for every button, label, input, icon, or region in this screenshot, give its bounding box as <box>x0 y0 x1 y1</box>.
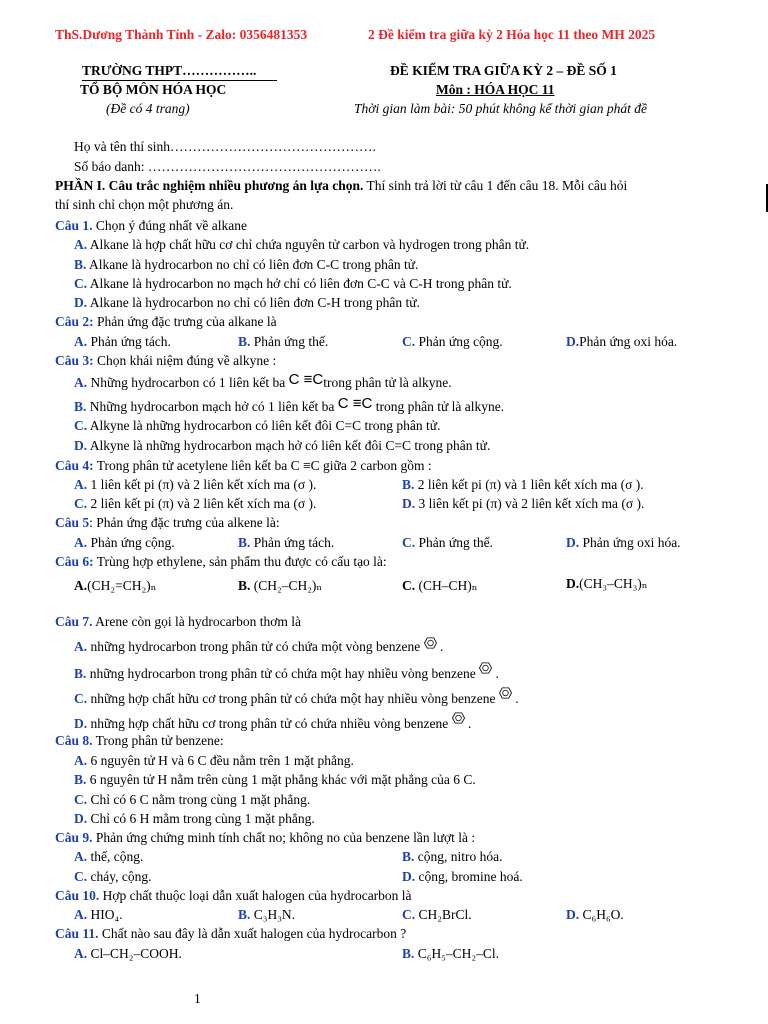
exam-title: ĐỀ KIỂM TRA GIỮA KỲ 2 – ĐỀ SỐ 1 <box>390 63 617 78</box>
q3-option-c: C. Alkyne là những hydrocarbon có liên kết đôi C=C trong phân tử. <box>74 418 441 433</box>
benzene-ring-icon <box>479 662 492 674</box>
triple-bond-symbol: C ≡C <box>288 371 324 388</box>
q5-option-d: D. Phản ứng oxi hóa. <box>566 535 681 550</box>
polymer-formula-b: (CH₂–CH₂)ₙ <box>253 578 323 593</box>
q7-option-a: A. những hydrocarbon trong phân tử có chứa một vòng benzene . <box>74 639 444 654</box>
question-7: Câu 7. Arene còn gọi là hydrocarbon thơm là <box>55 614 301 629</box>
benzene-ring-icon <box>424 637 437 649</box>
q9-option-b: B. cộng, nitro hóa. <box>402 849 503 864</box>
benzene-ring-icon <box>499 687 512 699</box>
polymer-formula-d: (CH₃–CH₃)ₙ <box>579 576 648 591</box>
polymer-formula-c: (CH–CH)ₙ <box>418 578 478 593</box>
q4-option-d: D. 3 liên kết pi (π) và 2 liên kết xích ma (σ ). <box>402 496 645 511</box>
part1-instruction <box>55 178 627 194</box>
q1-option-b: B. Alkane là hydrocarbon no chỉ có liên đơn C-C trong phân tử. <box>74 257 419 272</box>
triple-bond-symbol: C ≡C <box>337 395 373 412</box>
q2-option-d: D.Phản ứng oxi hóa. <box>566 334 678 349</box>
q8-option-d: D. Chỉ có 6 H mằm trong cùng 1 mặt phẳng. <box>74 811 315 826</box>
q3-option-a: A. Những hydrocarbon có 1 liên kết ba C ≡Ctrong phân tử là alkyne. <box>74 371 452 390</box>
page-count: (Đề có 4 trang) <box>106 101 190 116</box>
q7-option-b: B. những hydrocarbon trong phân tử có chứa một hay nhiều vòng benzene . <box>74 662 499 683</box>
q5-option-a: A. Phản ứng cộng. <box>74 535 175 550</box>
dept-name: TỔ BỘ MÔN HÓA HỌC <box>80 82 227 97</box>
q5-option-c: C. Phản ứng thế. <box>402 535 493 550</box>
q6-option-a: A.(CH₂=CH₂)ₙ <box>74 578 157 593</box>
benzene-ring-icon <box>452 712 465 724</box>
q2-option-a: A. Phản ứng tách. <box>74 334 171 349</box>
q3-option-d: D. Alkyne là những hydrocarbon mạch hở có liên kết đôi C=C trong phân tử. <box>74 438 491 453</box>
q10-option-d: D. C₆H₆O. <box>566 907 624 922</box>
q7-option-d: D. những hợp chất hữu cơ trong phân tử có chứa nhiều vòng benzene . <box>74 712 471 733</box>
question-5: Câu 5: Phản ứng đặc trưng của alkene là: <box>55 515 280 530</box>
q5-option-b: B. Phản ứng tách. <box>238 535 335 550</box>
author-line: ThS.Dương Thành Tính - Zalo: 0356481353 <box>55 27 308 42</box>
part1-heading: PHẦN I. Câu trắc nghiệm nhiều phương án lựa chọn. <box>55 178 364 193</box>
exam-time: Thời gian làm bài: 50 phút không kể thời gian phát đề <box>354 101 648 116</box>
page-number: 1 <box>194 991 201 1006</box>
q9-option-c: C. cháy, cộng. <box>74 869 152 884</box>
part1-text: Thí sinh trả lời từ câu 1 đến câu 18. Mỗi câu hỏi <box>363 178 628 193</box>
q2-option-c: C. Phản ứng cộng. <box>402 334 503 349</box>
q4-option-a: A. 1 liên kết pi (π) và 2 liên kết xích ma (σ ). <box>74 477 317 492</box>
question-10: Câu 10. Hợp chất thuộc loại dẫn xuất halogen của hydrocarbon là <box>55 888 412 903</box>
q6-option-c: C. (CH–CH)ₙ <box>402 578 478 593</box>
q9-option-d: D. cộng, bromine hoá. <box>402 869 523 884</box>
q1-option-c: C. Alkane là hydrocarbon no mạch hở chỉ có liên đơn C-C và C-H trong phân tử. <box>74 276 512 291</box>
question-1: Câu 1. Chọn ý đúng nhất về alkane <box>55 218 247 233</box>
q11-option-a: A. Cl–CH₂–COOH. <box>74 946 182 961</box>
student-id-line: Số báo danh: ……………………………………………. <box>74 159 381 174</box>
q1-option-a: A. Alkane là hợp chất hữu cơ chỉ chứa nguyên tử carbon và hydrogen trong phân tử. <box>74 237 530 252</box>
q10-option-c: C. CH₂BrCl. <box>402 907 472 922</box>
polymer-formula-a: (CH₂=CH₂)ₙ <box>87 578 157 593</box>
q4-option-b: B. 2 liên kết pi (π) và 1 liên kết xích ma (σ ). <box>402 477 644 492</box>
q6-option-d: D.(CH₃–CH₃)ₙ <box>566 576 648 591</box>
part1-instruction-2: thí sinh chỉ chọn một phương án. <box>55 197 234 212</box>
q10-option-b: B. C₃H₃N. <box>238 907 296 922</box>
q4-option-c: C. 2 liên kết pi (π) và 2 liên kết xích ma (σ ). <box>74 496 317 511</box>
question-8: Câu 8. Trong phân tử benzene: <box>55 733 224 748</box>
doc-title: 2 Đề kiểm tra giữa kỳ 2 Hóa học 11 theo MH 2025 <box>368 27 656 42</box>
question-11: Câu 11. Chất nào sau đây là dẫn xuất halogen của hydrocarbon ? <box>55 926 407 941</box>
question-3: Câu 3: Chọn khái niệm đúng về alkyne : <box>55 353 277 368</box>
q11-option-b: B. C₆H₅–CH₂–Cl. <box>402 946 500 961</box>
exam-subject: Môn : HÓA HỌC 11 <box>436 82 555 97</box>
q8-option-a: A. 6 nguyên tử H và 6 C đều nằm trên 1 mặt phẳng. <box>74 753 354 768</box>
q10-option-a: A. HIO₄. <box>74 907 123 922</box>
school-underline <box>82 80 277 81</box>
student-name-line: Họ và tên thí sinh………………………………………. <box>74 139 376 154</box>
question-9: Câu 9. Phản ứng chứng minh tính chất no; không no của benzene lần lượt là : <box>55 830 476 845</box>
question-2: Câu 2: Phản ứng đặc trưng của alkane là <box>55 314 277 329</box>
school-name: TRƯỜNG THPT…………….. <box>82 63 257 78</box>
q8-option-b: B. 6 nguyên tử H nằm trên cùng 1 mặt phẳng khác với mặt phẳng của 6 C. <box>74 772 476 787</box>
q2-option-b: B. Phản ứng thế. <box>238 334 329 349</box>
q3-option-b: B. Những hydrocarbon mạch hở có 1 liên kết ba C ≡C trong phân tử là alkyne. <box>74 395 505 414</box>
question-4: Câu 4: Trong phân tử acetylene liên kết ba C ≡C giữa 2 carbon gồm : <box>55 458 432 473</box>
q1-option-d: D. Alkane là hydrocarbon no chỉ có liên đơn C-H trong phân tử. <box>74 295 420 310</box>
q8-option-c: C. Chỉ có 6 C nằm trong cùng 1 mặt phẳng. <box>74 792 311 807</box>
q6-option-b: B. (CH₂–CH₂)ₙ <box>238 578 323 593</box>
q9-option-a: A. thế, cộng. <box>74 849 144 864</box>
q7-option-c: C. những hợp chất hữu cơ trong phân tử có chứa một hay nhiều vòng benzene . <box>74 687 519 708</box>
question-6: Câu 6: Trùng hợp ethylene, sản phẩm thu được có cấu tạo là: <box>55 554 387 569</box>
